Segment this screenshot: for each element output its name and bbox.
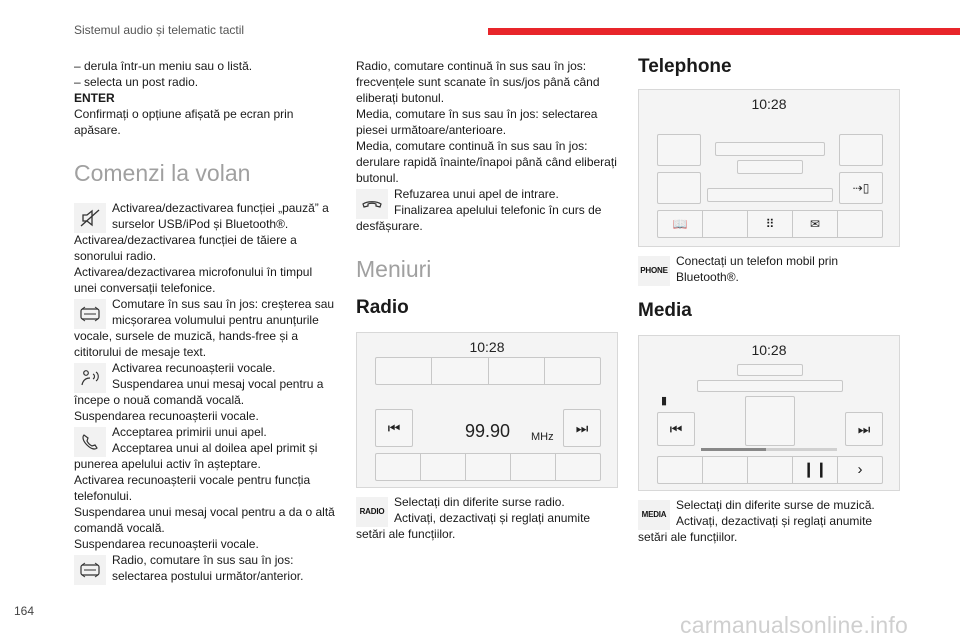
text-line: – derula într-un meniu sau o listă. (74, 59, 253, 73)
enter-label: ENTER (74, 91, 115, 105)
section-heading-media: Media (638, 300, 692, 321)
bottom-toolbar (657, 210, 883, 238)
text-line: Suspendarea recunoașterii vocale. (74, 537, 259, 551)
text-line: Activarea/dezactivarea funcției de tăiere a (74, 233, 297, 247)
section-heading-radio: Radio (356, 297, 409, 318)
item-scroll (74, 552, 342, 584)
column-right (638, 55, 906, 545)
radio-icon: RADIO (356, 497, 388, 527)
text-line: – selecta un post radio. (74, 75, 199, 89)
page-header-title: Sistemul audio și telematic tactil (74, 23, 245, 37)
text-line: Suspendarea unui mesaj vocal pentru a da o altă (74, 505, 335, 519)
frequency-unit: MHz (531, 431, 554, 443)
scroll-wheel-icon (74, 555, 106, 585)
text-line: butonul. (356, 171, 399, 185)
section-heading-steering: Comenzi la volan (74, 160, 251, 186)
contacts-icon[interactable]: 📖 (658, 211, 703, 237)
radio-screen (356, 332, 618, 488)
item-media (638, 497, 906, 529)
skip-forward-icon: ⏭ (575, 420, 589, 436)
media-screen (638, 335, 900, 491)
text-line: unei conversații telefonice. (74, 281, 216, 295)
voice-command-icon (74, 363, 106, 393)
text-line: setări ale funcțiilor. (356, 527, 456, 541)
section-heading-menus: Meniuri (356, 256, 432, 282)
bottom-toolbar (375, 453, 601, 481)
text-line: Radio, comutare în sus sau în jos: (112, 553, 294, 567)
text-line: surselor USB/iPod și Bluetooth®. (112, 217, 289, 231)
progress-fill (701, 448, 766, 451)
header-accent-bar (488, 28, 960, 35)
item-voice (74, 360, 342, 392)
phone-answer-icon (74, 427, 106, 457)
text-line: Refuzarea unui apel de intrare. (394, 187, 559, 201)
info-field (697, 380, 843, 392)
text-line: Radio, comutare continuă în sus sau în jos: (356, 59, 587, 73)
text-line: Acceptarea primirii unui apel. (112, 425, 267, 439)
item-mute (74, 200, 342, 232)
skip-back-icon: ⏮ (669, 421, 683, 437)
text-line: Activarea/dezactivarea microfonului în timpul (74, 265, 313, 279)
text-line: Activarea recunoașterii vocale pentru funcția (74, 473, 311, 487)
text-line: desfășurare. (356, 219, 423, 233)
section-heading-telephone: Telephone (638, 56, 732, 77)
item-hangup (356, 186, 624, 218)
progress-bar[interactable] (701, 448, 837, 451)
text-line: Conectați un telefon mobil prin (676, 254, 839, 268)
text-line: Finalizarea apelului telefonic în curs de (394, 203, 602, 217)
screen-button[interactable] (839, 134, 883, 166)
text-line: Activați, dezactivați și reglați anumite (394, 511, 591, 525)
item-answer (74, 424, 342, 456)
text-line: Bluetooth®. (676, 270, 739, 284)
mute-icon (74, 203, 106, 233)
text-line: telefonului. (74, 489, 133, 503)
text-line: punerea apelului activ în așteptare. (74, 457, 261, 471)
text-line: Suspendarea unui mesaj vocal pentru a (112, 377, 324, 391)
chevron-right-icon[interactable]: › (857, 461, 863, 478)
column-middle (356, 58, 624, 542)
item-volume (74, 296, 342, 328)
text-line: derulare rapidă înainte/înapoi până când eliberați (356, 155, 617, 169)
info-field (737, 160, 803, 174)
text-line: setări ale funcțiilor. (638, 530, 738, 544)
album-art (745, 396, 795, 446)
preset-bar (375, 357, 601, 385)
volume-wheel-icon (74, 299, 106, 329)
text-line: cititorului de mesaje text. (74, 345, 207, 359)
text-line: Confirmați o opțiune afișată pe ecran prin (74, 107, 294, 121)
text-line: Selectați din diferite surse de muzică. (676, 498, 875, 512)
clock-display: 10:28 (469, 339, 505, 355)
phone-icon: PHONE (638, 256, 670, 286)
info-field (737, 364, 803, 376)
telephone-screen (638, 89, 900, 247)
text-line: Suspendarea recunoașterii vocale. (74, 409, 259, 423)
page-number: 164 (14, 604, 35, 618)
text-line: eliberați butonul. (356, 91, 445, 105)
keypad-icon[interactable]: ⠿ (748, 211, 793, 237)
text-line: Selectați din diferite surse radio. (394, 495, 565, 509)
text-line: Comutare în sus sau în jos: creșterea sau (112, 297, 335, 311)
screen-button[interactable] (657, 134, 701, 166)
phone-transfer-icon: ⇢▯ (852, 181, 870, 195)
text-line: Acceptarea unui al doilea apel primit și (112, 441, 318, 455)
clock-display: 10:28 (751, 96, 787, 112)
item-radio (356, 494, 624, 526)
text-line: Media, comutare în sus sau în jos: selectarea (356, 107, 598, 121)
phone-hangup-icon (356, 189, 388, 219)
text-line: frecvențele sunt scanate în sus/jos până când (356, 75, 600, 89)
text-line: Activarea/dezactivarea funcției „pauză” a (112, 201, 329, 215)
column-left (74, 58, 342, 584)
bottom-toolbar (657, 456, 883, 484)
text-line: Media, comutare continuă în sus sau în jos: (356, 139, 588, 153)
text-line: Activarea recunoașterii vocale. (112, 361, 276, 375)
text-line: selectarea postului următor/anterior. (112, 569, 304, 583)
skip-back-icon: ⏮ (387, 420, 401, 436)
skip-forward-icon: ⏭ (857, 421, 871, 437)
info-field (707, 188, 833, 202)
text-line: apăsare. (74, 123, 121, 137)
text-line: sonorului radio. (74, 249, 157, 263)
pause-icon[interactable]: ❙❙ (793, 457, 838, 483)
text-line: comandă vocală. (74, 521, 165, 535)
info-field (715, 142, 825, 156)
text-line: Activați, dezactivați și reglați anumite (676, 514, 873, 528)
item-phone (638, 253, 906, 285)
frequency-readout: 99.90 (465, 421, 511, 441)
usb-device-icon: ▮ (660, 395, 668, 407)
message-icon[interactable]: ✉ (793, 211, 838, 237)
text-line: micșorarea volumului pentru anunțurile (112, 313, 319, 327)
media-icon: MEDIA (638, 500, 670, 530)
clock-display: 10:28 (751, 342, 787, 358)
screen-button[interactable] (657, 172, 701, 204)
watermark: carmanualsonline.info (680, 612, 908, 638)
text-line: vocale, sursele de muzică, hands-free și a (74, 329, 299, 343)
text-line: piesei următoare/anterioare. (356, 123, 507, 137)
text-line: începe o nouă comandă vocală. (74, 393, 245, 407)
